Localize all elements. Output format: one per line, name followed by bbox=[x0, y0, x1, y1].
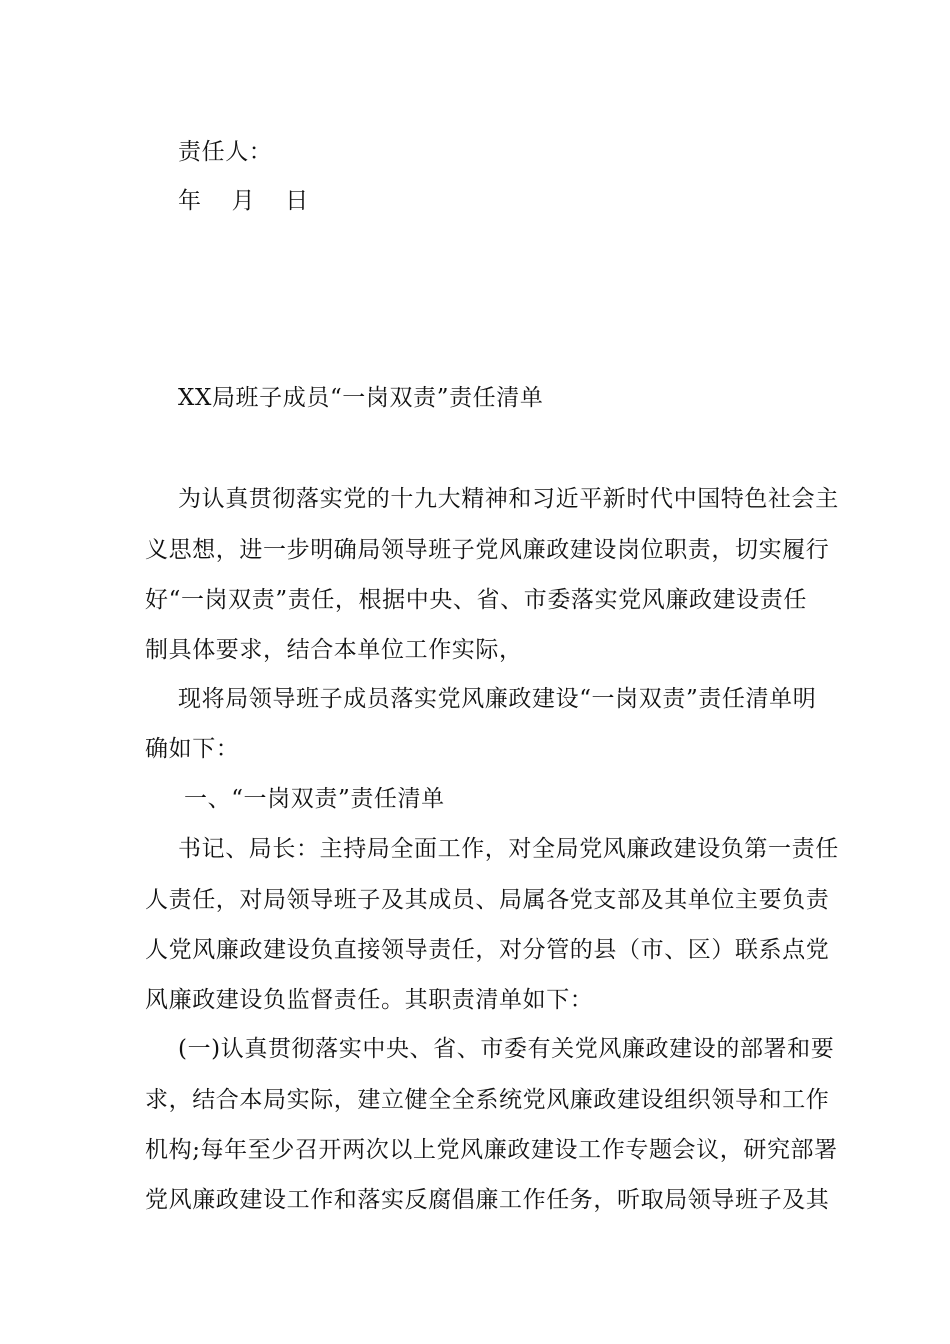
paragraph-line: 书记、局长：主持局全面工作，对全局党风廉政建设负第一责任 bbox=[178, 836, 839, 862]
paragraph-line: 求，结合本局实际，建立健全全系统党风廉政建设组织领导和工作 bbox=[145, 1087, 830, 1113]
paragraph-line: 人党风廉政建设负直接领导责任，对分管的县（市、区）联系点党 bbox=[145, 937, 830, 963]
date-day: 日 bbox=[285, 188, 309, 214]
responsible-person-label: 责任人： bbox=[178, 139, 273, 165]
paragraph-line: 党风廉政建设工作和落实反腐倡廉工作任务，听取局领导班子及其 bbox=[145, 1187, 830, 1213]
paragraph-line: 机构;每年至少召开两次以上党风廉政建设工作专题会议，研究部署 bbox=[145, 1137, 838, 1163]
paragraph-line: 好“一岗双责”责任，根据中央、省、市委落实党风廉政建设责任 bbox=[145, 587, 807, 613]
date-line bbox=[178, 186, 843, 216]
paragraph-line: 为认真贯彻落实党的十九大精神和习近平新时代中国特色社会主 bbox=[178, 486, 839, 512]
date-year: 年 bbox=[178, 188, 202, 214]
paragraph-line: 制具体要求，结合本单位工作实际， bbox=[145, 637, 523, 663]
paragraph-line: 人责任，对局领导班子及其成员、局属各党支部及其单位主要负责 bbox=[145, 887, 830, 913]
date-month: 月 bbox=[231, 188, 256, 214]
paragraph-line: 义思想，进一步明确局领导班子党风廉政建设岗位职责，切实履行 bbox=[145, 537, 830, 563]
paragraph-line: 确如下： bbox=[145, 736, 240, 762]
paragraph-line: (一)认真贯彻落实中央、省、市委有关党风廉政建设的部署和要 bbox=[178, 1036, 835, 1062]
paragraph-line: 风廉政建设负监督责任。其职责清单如下： bbox=[145, 987, 594, 1013]
section-heading: 一、“一岗双责”责任清单 bbox=[184, 786, 445, 812]
document-title: XX局班子成员“一岗双责”责任清单 bbox=[178, 385, 544, 411]
paragraph-line: 现将局领导班子成员落实党风廉政建设“一岗双责”责任清单明 bbox=[178, 686, 817, 712]
